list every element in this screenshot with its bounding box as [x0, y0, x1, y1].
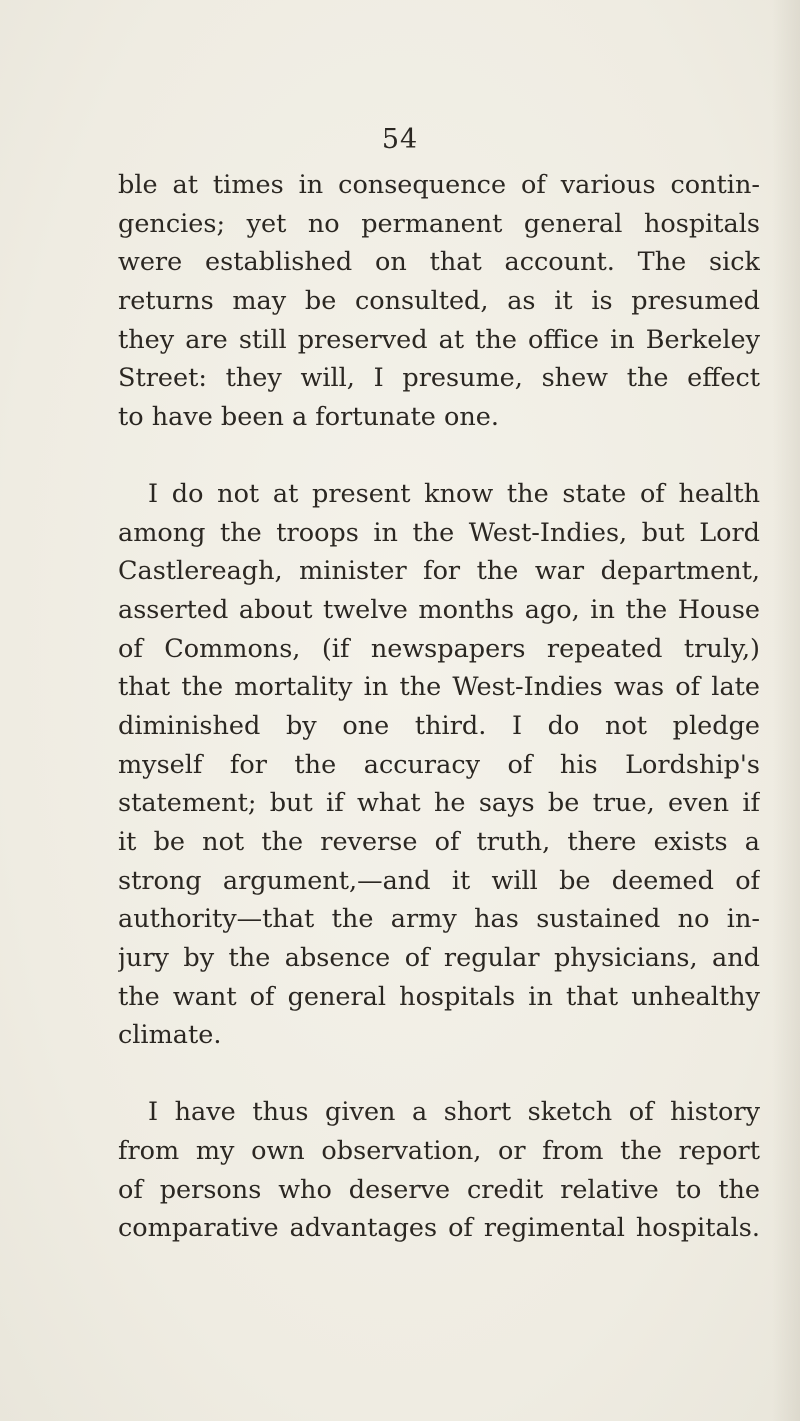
text-line: they are still preserved at the office in Berkeley	[118, 324, 760, 355]
text-line: authority—that the army has sustained no in-	[118, 904, 760, 935]
text-line: gencies; yet no permanent general hospitals	[118, 208, 760, 239]
paragraph-2	[118, 475, 760, 1055]
paragraph-1	[118, 166, 760, 437]
text-line: diminished by one third. I do not pledge	[118, 710, 760, 741]
text-line: returns may be consulted, as it is presumed	[118, 286, 760, 317]
paragraph-gap	[118, 437, 760, 475]
text-line: were established on that account. The sick	[118, 247, 760, 278]
text-line: myself for the accuracy of his Lordship's	[118, 749, 760, 780]
text-line: statement; but if what he says be true, even if	[118, 788, 760, 819]
text-line: Street: they will, I presume, shew the effect	[118, 363, 760, 394]
text-line: I have thus given a short sketch of history	[148, 1097, 760, 1128]
page-edge-shadow	[772, 0, 800, 1421]
paragraph-3	[118, 1093, 760, 1248]
text-line: among the troops in the West-Indies, but Lord	[118, 517, 760, 548]
text-line: that the mortality in the West-Indies was of late	[118, 672, 760, 703]
text-line: asserted about twelve months ago, in the House	[118, 594, 760, 625]
text-line: the want of general hospitals in that unhealthy	[118, 981, 760, 1012]
page-number: 54	[381, 124, 419, 155]
text-line: it be not the reverse of truth, there exists a	[118, 827, 760, 857]
text-line: of persons who deserve credit relative to the	[118, 1174, 760, 1205]
body-text	[118, 166, 760, 1248]
text-line: comparative advantages of regimental hospitals.	[118, 1213, 760, 1244]
text-line: jury by the absence of regular physicians, and	[118, 943, 760, 974]
text-line: from my own observation, or from the report	[118, 1135, 760, 1166]
text-line: Castlereagh, minister for the war department,	[118, 556, 760, 587]
text-line: strong argument,—and it will be deemed of	[118, 865, 760, 896]
text-line: ble at times in consequence of various contin-	[118, 170, 760, 200]
text-line: I do not at present know the state of health	[148, 478, 760, 509]
text-line: climate.	[118, 1020, 222, 1051]
text-line: to have been a fortunate one.	[118, 402, 499, 433]
text-line: of Commons, (if newspapers repeated truly,)	[118, 633, 760, 664]
paragraph-gap	[118, 1055, 760, 1093]
